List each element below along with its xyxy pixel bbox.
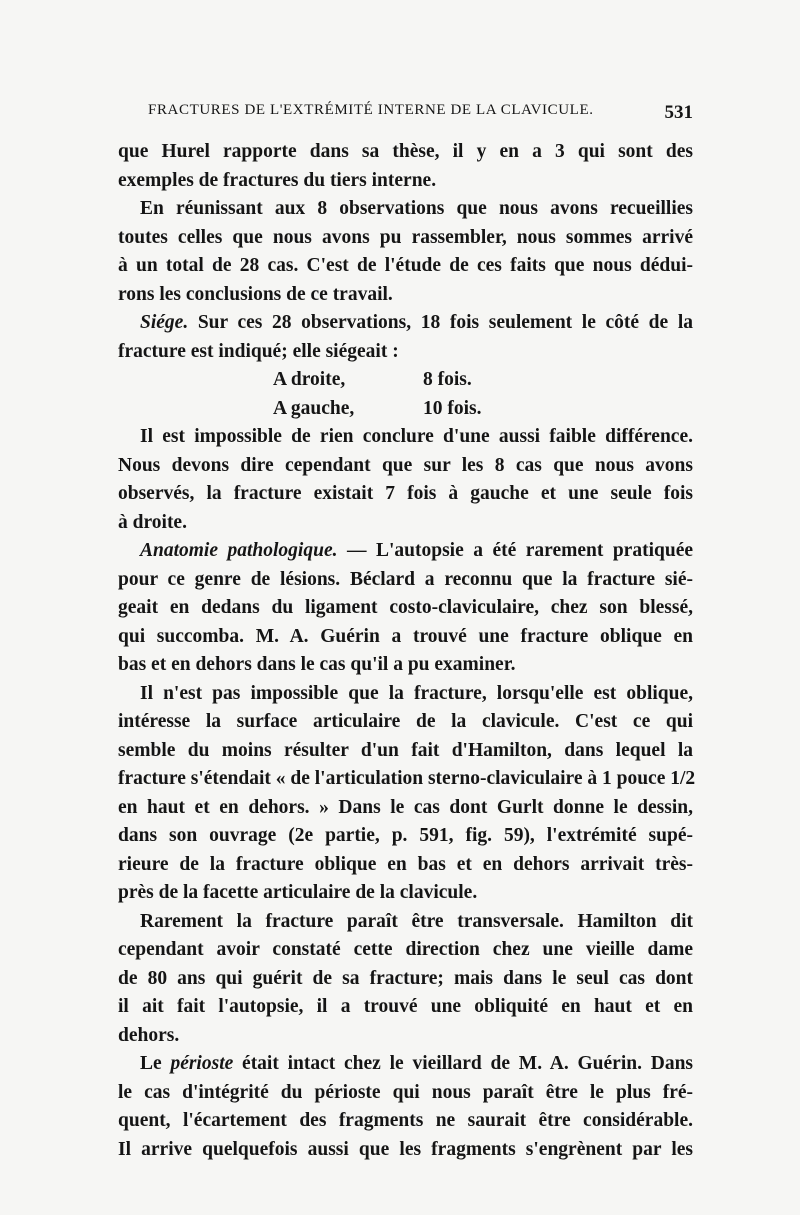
line-text: à un total de 28 cas. C'est de l'étude de ces faits que nous dédui- [118, 255, 693, 276]
table-row [118, 395, 693, 424]
text-line [118, 452, 693, 481]
line-text: dehors. [118, 1024, 180, 1046]
line-text: Il arrive quelquefois aussi que les fragments s'engrènent par les [118, 1138, 693, 1160]
line-text: que Hurel rapporte dans sa thèse, il y en a 3 qui sont des [118, 141, 693, 162]
text-line [118, 1050, 693, 1079]
line-text: semble du moins résulter d'un fait d'Hamilton, dans lequel la [118, 739, 693, 761]
text-line [118, 1107, 693, 1136]
text-line [118, 623, 693, 652]
line-text: toutes celles que nous avons pu rassembler, nous sommes arrivé [118, 226, 693, 248]
count-value: 10 fois. [423, 397, 482, 419]
text-line [118, 737, 693, 766]
text-line [118, 1022, 693, 1051]
line-text: près de la facette articulaire de la clavicule. [118, 882, 478, 903]
line-text: le cas d'intégrité du périoste qui nous paraît être le plus fré- [118, 1081, 693, 1103]
text-line [118, 936, 693, 965]
text-line [118, 224, 693, 253]
line-text: intéresse la surface articulaire de la clavicule. C'est ce qui [118, 711, 693, 732]
line-text: exemples de fractures du tiers interne. [118, 169, 437, 191]
text-line [118, 1136, 693, 1165]
line-prefix: Le [140, 1053, 171, 1074]
line-text: dans son ouvrage (2e partie, p. 591, fig. 59), l'extrémité supé- [118, 825, 693, 846]
text-line [118, 594, 693, 623]
text-line [118, 822, 693, 851]
page-number: 531 [664, 102, 693, 123]
line-text: cependant avoir constaté cette direction chez une vieille dame [118, 939, 693, 960]
text-line [118, 1079, 693, 1108]
line-text: Il n'est pas impossible que la fracture, lorsqu'elle est oblique, [140, 682, 693, 704]
line-text: de 80 ans qui guérit de sa fracture; mais dans le seul cas dont [118, 967, 693, 989]
text-line [118, 423, 693, 452]
line-text: En réunissant aux 8 observations que nous avons recueillies [140, 198, 693, 219]
line-text: rieure de la fracture oblique en bas et en dehors arrivait très- [118, 853, 693, 875]
text-line [118, 309, 693, 338]
body-text [118, 138, 696, 1164]
text-line [118, 281, 693, 310]
text-line [118, 480, 693, 509]
text-line [118, 566, 693, 595]
line-text: fracture est indiqué; elle siégeait : [118, 340, 399, 362]
line-text: observés, la fracture existait 7 fois à gauche et une seule fois [118, 483, 693, 504]
line-text: Il est impossible de rien conclure d'une aussi faible différence. [140, 426, 693, 447]
text-line [118, 338, 693, 367]
text-line [118, 138, 693, 167]
text-line [118, 851, 693, 880]
text-line [118, 167, 693, 196]
text-line [118, 965, 693, 994]
text-line [118, 680, 693, 709]
text-line [118, 195, 693, 224]
line-text: à droite. [118, 511, 187, 533]
text-line [118, 993, 693, 1022]
line-text: — L'autopsie a été rarement pratiquée [337, 540, 694, 561]
text-line [118, 765, 696, 794]
text-line [118, 708, 693, 737]
running-title: FRACTURES DE L'EXTRÉMITÉ INTERNE DE LA CLAVICULE. [148, 102, 594, 118]
line-text: geait en dedans du ligament costo-claviculaire, chez son blessé, [118, 597, 693, 618]
line-text: pour ce genre de lésions. Béclard a reconnu que la fracture sié- [118, 568, 693, 590]
count-value: 8 fois. [423, 369, 472, 390]
line-text: en haut et en dehors. » Dans le cas dont Gurlt donne le dessin, [118, 796, 693, 818]
line-text: Sur ces 28 observations, 18 fois seulement le côté de la [188, 312, 693, 333]
line-text: il ait fait l'autopsie, il a trouvé une obliquité en haut et en [118, 996, 693, 1017]
text-line [118, 651, 693, 680]
text-line [118, 509, 693, 538]
line-text: rons les conclusions de ce travail. [118, 283, 393, 305]
line-text: quent, l'écartement des fragments ne saurait être considérable. [118, 1110, 693, 1131]
text-line [118, 537, 693, 566]
italic-term: Anatomie pathologique. [140, 540, 338, 561]
side-label: A gauche, [273, 397, 355, 419]
line-text: fracture s'étendait « de l'articulation sterno-claviculaire à 1 pouce 1/2 [118, 768, 696, 789]
text-line [118, 879, 693, 908]
text-line [118, 252, 693, 281]
text-line [118, 794, 693, 823]
page-header [118, 102, 693, 126]
line-text: Rarement la fracture paraît être transversale. Hamilton dit [140, 910, 693, 932]
line-text: bas et en dehors dans le cas qu'il a pu examiner. [118, 654, 516, 675]
line-text: qui succomba. M. A. Guérin a trouvé une fracture oblique en [118, 625, 693, 647]
table-row [118, 366, 693, 395]
line-text: Nous devons dire cependant que sur les 8 cas que nous avons [118, 454, 693, 476]
text-line [118, 908, 693, 937]
side-label: A droite, [273, 369, 346, 390]
italic-term: Siége. [140, 312, 189, 333]
line-text: était intact chez le vieillard de M. A. Guérin. Dans [233, 1053, 693, 1074]
italic-term: périoste [170, 1053, 234, 1074]
